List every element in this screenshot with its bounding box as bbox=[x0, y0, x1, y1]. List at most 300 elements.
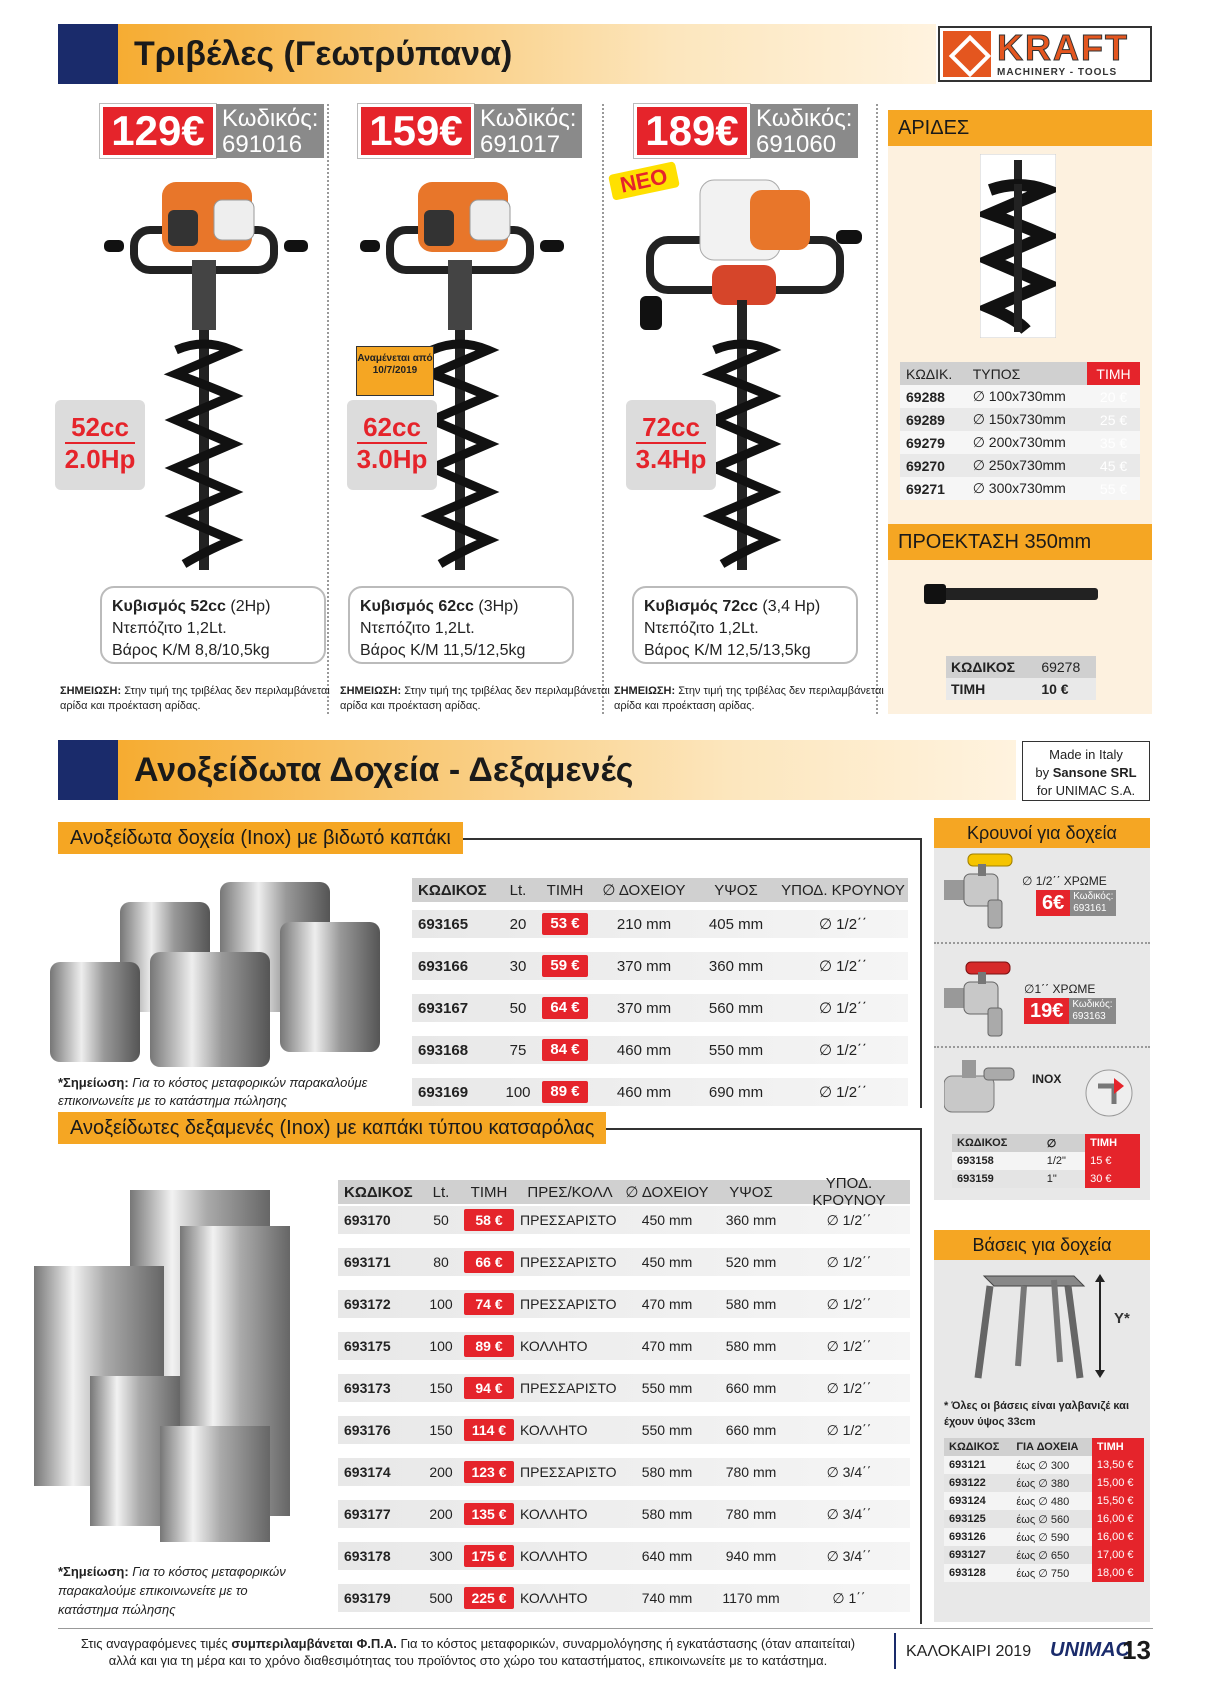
product-code: 691017 bbox=[480, 131, 561, 158]
table-row bbox=[338, 1332, 910, 1360]
product-code-label: Κωδικός: bbox=[480, 105, 577, 132]
spec-tank: Ντεπόζιτο 1,2Lt. bbox=[360, 620, 475, 637]
table-row bbox=[338, 1374, 910, 1402]
tanks-note bbox=[58, 1562, 308, 1619]
bits-col-price: ΤΙΜΗ bbox=[1087, 362, 1140, 385]
row-fits: έως ∅ 480 bbox=[1016, 1495, 1070, 1508]
row-liters: 150 bbox=[429, 1422, 453, 1438]
footer-text: Στις αναγραφόμενες τιμές bbox=[80, 1636, 232, 1651]
row-price: 16,00 € bbox=[1092, 1528, 1144, 1546]
row-tap-fitting: ∅ 1/2΄΄ bbox=[818, 958, 868, 975]
row-height: 660 mm bbox=[725, 1422, 777, 1438]
product-code-label: Κωδικός: bbox=[222, 105, 319, 132]
tap-price: 19€ bbox=[1024, 998, 1069, 1024]
row-code: 693165 bbox=[418, 915, 469, 933]
row-price: 17,00 € bbox=[1092, 1546, 1144, 1564]
inox-taps-table bbox=[952, 1134, 1140, 1188]
spec-power: (3Hp) bbox=[473, 598, 519, 615]
row-code: 693122 bbox=[949, 1477, 986, 1489]
price-value: 159€ bbox=[358, 104, 474, 158]
product-code-box bbox=[750, 104, 858, 158]
row-code: 693127 bbox=[949, 1549, 986, 1561]
row-price: 13,50 € bbox=[1092, 1456, 1144, 1474]
column-divider bbox=[602, 104, 604, 714]
made-in-line3: for UNIMAC S.A. bbox=[1036, 783, 1136, 798]
spec-weight: Βάρος Κ/Μ 11,5/12,5kg bbox=[360, 642, 526, 659]
header-accent-block bbox=[58, 24, 118, 84]
product-code-label: Κωδικός: bbox=[756, 105, 853, 132]
steel-containers-photo bbox=[40, 872, 390, 1072]
tap-label: ∅1΄΄ ΧΡΩΜΕ bbox=[1024, 982, 1096, 996]
column-divider bbox=[327, 104, 329, 714]
table-row bbox=[946, 678, 1096, 700]
row-fits: έως ∅ 380 bbox=[1016, 1477, 1070, 1490]
spec-weight: Βάρος Κ/Μ 8,8/10,5kg bbox=[112, 642, 270, 659]
tap-item bbox=[1024, 982, 1116, 1024]
row-diameter: 580 mm bbox=[641, 1506, 693, 1522]
footer-season: ΚΑΛΟΚΑΙΡΙ 2019 bbox=[906, 1643, 1032, 1660]
auger-note bbox=[614, 684, 884, 714]
bit-code: 69289 bbox=[900, 408, 967, 431]
footer-text: αλλά και για τη μέρα και το χρόνο διαθεσιμότητας του προϊόντος στο χώρο του καταστήματος, επικοινωνείτε με το κατάστημα. bbox=[108, 1653, 828, 1668]
engine-hp: 2.0Hp bbox=[64, 444, 136, 474]
tap-item bbox=[1022, 874, 1116, 916]
engine-cc: 52cc bbox=[71, 412, 129, 442]
col-diameter: ∅ ΔΟΧΕΙΟΥ bbox=[625, 1184, 709, 1201]
bit-code: 69288 bbox=[900, 385, 967, 408]
row-height: 360 mm bbox=[708, 957, 764, 975]
row-tap-fitting: ∅ 1/2΄΄ bbox=[818, 1042, 868, 1059]
row-height: 550 mm bbox=[708, 1041, 764, 1059]
bit-size: ∅ 200x730mm bbox=[967, 431, 1087, 454]
row-code: 693125 bbox=[949, 1513, 986, 1525]
row-height: 690 mm bbox=[708, 1083, 764, 1101]
price-value: 189€ bbox=[634, 104, 750, 158]
tap-label: ∅ 1/2΄΄ ΧΡΩΜΕ bbox=[1022, 874, 1107, 888]
earth-auger-photo bbox=[84, 170, 324, 590]
col-price: ΤΙΜΗ bbox=[1092, 1438, 1144, 1456]
engine-badge bbox=[347, 400, 437, 490]
auger-note bbox=[340, 684, 610, 714]
tap-detail-icon bbox=[1084, 1068, 1134, 1118]
tap-code: 693163 bbox=[1072, 1011, 1106, 1022]
spec-tank: Ντεπόζιτο 1,2Lt. bbox=[644, 620, 759, 637]
tap-label: INOX bbox=[1032, 1072, 1062, 1086]
kraft-logo-mark bbox=[943, 31, 991, 77]
table-header bbox=[952, 1134, 1140, 1152]
table-row bbox=[900, 385, 1140, 408]
row-price: 84 € bbox=[542, 1039, 588, 1061]
row-diameter: 210 mm bbox=[616, 915, 672, 933]
table-row bbox=[944, 1564, 1144, 1582]
steel-tanks-photo bbox=[30, 1186, 330, 1546]
row-price: 16,00 € bbox=[1092, 1510, 1144, 1528]
note-label: *Σημείωση: bbox=[58, 1075, 129, 1090]
subhead-rule bbox=[920, 1128, 922, 1624]
tanks-table bbox=[338, 1175, 910, 1612]
table-header bbox=[412, 878, 908, 902]
tanks-title: Ανοξείδωτες δεξαμενές (Inox) με καπάκι τύπου κατσαρόλας bbox=[58, 1112, 606, 1144]
auger-note bbox=[60, 684, 330, 714]
col-price: ΤΙΜΗ bbox=[1085, 1134, 1140, 1152]
bit-code: 69271 bbox=[900, 477, 967, 500]
row-price: 66 € bbox=[464, 1251, 514, 1273]
row-type: ΚΟΛΛΗΤΟ bbox=[520, 1590, 588, 1606]
row-code: 693176 bbox=[344, 1422, 391, 1438]
row-code: 693126 bbox=[949, 1531, 986, 1543]
table-row bbox=[338, 1458, 910, 1486]
inox-tap-photo bbox=[944, 1056, 1024, 1126]
tap-code-label: Κωδικός: bbox=[1073, 891, 1114, 902]
table-row bbox=[412, 1036, 908, 1064]
extension-rod-photo bbox=[924, 580, 1104, 610]
bits-table bbox=[900, 362, 1140, 500]
price-tag bbox=[634, 104, 858, 158]
row-price: 15 € bbox=[1085, 1152, 1140, 1170]
row-code: 693158 bbox=[957, 1155, 994, 1167]
row-height: 660 mm bbox=[725, 1380, 777, 1396]
table-row bbox=[944, 1456, 1144, 1474]
kraft-logo-name: KRAFT bbox=[997, 27, 1129, 68]
row-fits: έως ∅ 590 bbox=[1016, 1531, 1070, 1544]
row-height: 580 mm bbox=[725, 1296, 777, 1312]
row-diameter: 1/2" bbox=[1046, 1155, 1066, 1167]
table-row bbox=[944, 1528, 1144, 1546]
row-tap-fitting: ∅ 3/4΄΄ bbox=[826, 1463, 872, 1480]
row-code: 693124 bbox=[949, 1495, 986, 1507]
row-liters: 200 bbox=[429, 1506, 453, 1522]
row-price: 15,50 € bbox=[1092, 1492, 1144, 1510]
row-code: 693179 bbox=[344, 1590, 391, 1606]
containers-title: Ανοξείδωτα δοχεία (Inox) με βιδωτό καπάκι bbox=[58, 822, 463, 854]
section-title: Τριβέλες (Γεωτρύπανα) bbox=[134, 34, 513, 73]
bases-table bbox=[944, 1438, 1144, 1582]
table-row bbox=[952, 1152, 1140, 1170]
row-tap-fitting: ∅ 1/2΄΄ bbox=[826, 1211, 872, 1228]
product-code-box bbox=[474, 104, 582, 158]
footer-disclaimer bbox=[58, 1635, 878, 1669]
row-code: 693167 bbox=[418, 999, 469, 1017]
row-fits: έως ∅ 650 bbox=[1016, 1549, 1070, 1562]
made-in-line1: Made in Italy bbox=[1049, 747, 1123, 762]
row-type: ΠΡΕΣΣΑΡΙΣΤΟ bbox=[520, 1464, 617, 1480]
row-height: 360 mm bbox=[725, 1212, 777, 1228]
spec-displacement: Κυβισμός 72cc bbox=[644, 598, 758, 615]
table-row bbox=[412, 910, 908, 938]
row-diameter: 1" bbox=[1046, 1173, 1057, 1185]
col-tap-fitting: ΥΠΟΔ. ΚΡΟΥΝΟΥ bbox=[781, 881, 905, 899]
auger-bit-photo bbox=[980, 154, 1056, 338]
row-tap-fitting: ∅ 3/4΄΄ bbox=[826, 1505, 872, 1522]
row-diameter: 450 mm bbox=[641, 1254, 693, 1270]
row-code: 693168 bbox=[418, 1041, 469, 1059]
table-row bbox=[412, 1078, 908, 1106]
height-label: Y* bbox=[1114, 1310, 1130, 1327]
row-type: ΚΟΛΛΗΤΟ bbox=[520, 1548, 588, 1564]
row-height: 940 mm bbox=[725, 1548, 777, 1564]
col-height: ΥΨΟΣ bbox=[729, 1183, 773, 1201]
row-diameter: 460 mm bbox=[616, 1041, 672, 1059]
engine-cc: 72cc bbox=[642, 412, 700, 442]
note-text: Στην τιμή της τριβέλας δεν περιλαμβάνεται αρίδα και προέκταση αρίδας. bbox=[60, 685, 330, 712]
panel-divider bbox=[934, 1046, 1150, 1048]
spec-box bbox=[348, 586, 574, 664]
row-code: 693178 bbox=[344, 1548, 391, 1564]
row-type: ΠΡΕΣΣΑΡΙΣΤΟ bbox=[520, 1212, 617, 1228]
table-row bbox=[338, 1584, 910, 1612]
page-number: 13 bbox=[1122, 1635, 1151, 1665]
price-value: 129€ bbox=[100, 104, 216, 158]
made-in-label bbox=[1022, 741, 1150, 801]
table-row bbox=[412, 994, 908, 1022]
engine-cc: 62cc bbox=[363, 412, 421, 442]
spec-tank: Ντεπόζιτο 1,2Lt. bbox=[112, 620, 227, 637]
bit-size: ∅ 150x730mm bbox=[967, 408, 1087, 431]
spec-power: (3,4 Hp) bbox=[757, 598, 821, 615]
row-type: ΠΡΕΣΣΑΡΙΣΤΟ bbox=[520, 1254, 617, 1270]
bit-code: 69279 bbox=[900, 431, 967, 454]
row-height: 780 mm bbox=[725, 1506, 777, 1522]
table-row bbox=[944, 1510, 1144, 1528]
row-fits: έως ∅ 750 bbox=[1016, 1567, 1070, 1580]
panel-divider bbox=[934, 942, 1150, 944]
row-price: 175 € bbox=[464, 1545, 514, 1567]
row-code: 693169 bbox=[418, 1083, 469, 1101]
kraft-logo bbox=[938, 26, 1152, 82]
bits-title: ΑΡΙΔΕΣ bbox=[888, 110, 1152, 146]
row-price: 30 € bbox=[1085, 1170, 1140, 1188]
row-code: 693171 bbox=[344, 1254, 391, 1270]
row-liters: 20 bbox=[509, 915, 527, 933]
containers-note bbox=[58, 1074, 398, 1110]
availability-badge: Αναμένεται από 10/7/2019 bbox=[356, 346, 434, 396]
row-type: ΠΡΕΣΣΑΡΙΣΤΟ bbox=[520, 1296, 617, 1312]
row-diameter: 470 mm bbox=[641, 1338, 693, 1354]
engine-hp: 3.4Hp bbox=[635, 444, 707, 474]
row-liters: 50 bbox=[433, 1212, 449, 1228]
table-row bbox=[944, 1474, 1144, 1492]
kraft-logo-tagline: MACHINERY - TOOLS bbox=[997, 67, 1118, 78]
bit-price: 20 € bbox=[1087, 385, 1140, 408]
row-code: 693173 bbox=[344, 1380, 391, 1396]
bit-price: 25 € bbox=[1087, 408, 1140, 431]
footer-text: Για το κόστος μεταφορικών, συναρμολόγησης ή εγκατάστασης (όταν απαιτείται) bbox=[396, 1636, 856, 1651]
row-tap-fitting: ∅ 3/4΄΄ bbox=[826, 1547, 872, 1564]
bit-size: ∅ 300x730mm bbox=[967, 477, 1087, 500]
bit-code: 69270 bbox=[900, 454, 967, 477]
tap-code: 693161 bbox=[1073, 903, 1107, 914]
row-diameter: 550 mm bbox=[641, 1422, 693, 1438]
row-diameter: 460 mm bbox=[616, 1083, 672, 1101]
note-label: ΣΗΜΕΙΩΣΗ: bbox=[340, 685, 402, 697]
row-code: 693166 bbox=[418, 957, 469, 975]
col-code: ΚΩΔΙΚΟΣ bbox=[344, 1183, 413, 1201]
row-code: 693159 bbox=[957, 1173, 994, 1185]
col-price: ΤΙΜΗ bbox=[470, 1183, 508, 1201]
table-row bbox=[944, 1492, 1144, 1510]
bases-note: * Όλες οι βάσεις είναι γαλβανιζέ και έχουν ύψος 33cm bbox=[944, 1400, 1129, 1428]
taps-title: Κρουνοί για δοχεία bbox=[934, 818, 1150, 848]
col-code: ΚΩΔΙΚΟΣ bbox=[952, 1134, 1042, 1152]
note-text: Για το κόστος μεταφορικών παρακαλούμε επικοινωνείτε με το κατάστημα πώλησης bbox=[58, 1564, 286, 1617]
subhead-rule bbox=[920, 838, 922, 1108]
bits-col-type: ΤΥΠΟΣ bbox=[967, 362, 1087, 385]
col-diameter: ∅ ΔΟΧΕΙΟΥ bbox=[602, 882, 686, 899]
section-header-augers bbox=[58, 24, 936, 84]
col-tap-fitting: ΥΠΟΔ. ΚΡΟΥΝΟΥ bbox=[812, 1175, 886, 1209]
table-row bbox=[338, 1542, 910, 1570]
engine-hp: 3.0Hp bbox=[356, 444, 428, 474]
extension-code: 69278 bbox=[1041, 659, 1081, 675]
section-header-tanks bbox=[58, 740, 1016, 800]
note-text: Για το κόστος μεταφορικών παρακαλούμε επικοινωνείτε με το κατάστημα πώλησης bbox=[58, 1075, 368, 1108]
extension-table bbox=[946, 656, 1096, 700]
row-diameter: 580 mm bbox=[641, 1464, 693, 1480]
bits-col-code: ΚΩΔΙΚ. bbox=[900, 362, 967, 385]
row-diameter: 640 mm bbox=[641, 1548, 693, 1564]
row-price: 114 € bbox=[464, 1419, 514, 1441]
tap-item bbox=[1032, 1072, 1061, 1086]
bit-price: 55 € bbox=[1087, 477, 1140, 500]
col-liters: Lt. bbox=[432, 1183, 450, 1201]
row-height: 560 mm bbox=[708, 999, 764, 1017]
table-row bbox=[900, 454, 1140, 477]
row-code: 693172 bbox=[344, 1296, 391, 1312]
table-header bbox=[338, 1175, 910, 1209]
table-row bbox=[900, 477, 1140, 500]
row-liters: 100 bbox=[505, 1083, 531, 1101]
section-title: Ανοξείδωτα Δοχεία - Δεξαμενές bbox=[134, 750, 634, 789]
row-price: 74 € bbox=[464, 1293, 514, 1315]
col-code: ΚΩΔΙΚΟΣ bbox=[418, 881, 487, 899]
row-liters: 80 bbox=[433, 1254, 449, 1270]
col-price: ΤΙΜΗ bbox=[546, 881, 584, 899]
note-label: ΣΗΜΕΙΩΣΗ: bbox=[60, 685, 122, 697]
engine-badge bbox=[626, 400, 716, 490]
row-diameter: 370 mm bbox=[616, 957, 672, 975]
row-code: 693174 bbox=[344, 1464, 391, 1480]
row-type: ΚΟΛΛΗΤΟ bbox=[520, 1506, 588, 1522]
note-label: *Σημείωση: bbox=[58, 1564, 129, 1579]
row-liters: 100 bbox=[429, 1338, 453, 1354]
spec-box bbox=[100, 586, 326, 664]
row-tap-fitting: ∅ 1/2΄΄ bbox=[826, 1295, 872, 1312]
row-liters: 100 bbox=[429, 1296, 453, 1312]
row-liters: 300 bbox=[429, 1548, 453, 1564]
table-row bbox=[412, 952, 908, 980]
row-price: 59 € bbox=[542, 955, 588, 977]
row-code: 693121 bbox=[949, 1459, 986, 1471]
table-row bbox=[338, 1416, 910, 1444]
row-height: 1170 mm bbox=[722, 1590, 780, 1606]
tank-base-photo bbox=[964, 1266, 1114, 1386]
made-in-company: Sansone SRL bbox=[1052, 765, 1137, 780]
spec-box bbox=[632, 586, 858, 664]
row-price: 64 € bbox=[542, 997, 588, 1019]
row-code: 693177 bbox=[344, 1506, 391, 1522]
row-price: 225 € bbox=[464, 1587, 514, 1609]
made-in-by: by bbox=[1035, 765, 1053, 780]
extension-title: ΠΡΟΕΚΤΑΣΗ 350mm bbox=[888, 524, 1152, 560]
row-height: 520 mm bbox=[725, 1254, 777, 1270]
extension-price: 10 € bbox=[1041, 681, 1069, 697]
bases-title: Βάσεις για δοχεία bbox=[934, 1230, 1150, 1260]
price-tag bbox=[358, 104, 582, 158]
product-code-box bbox=[216, 104, 324, 158]
row-liters: 75 bbox=[509, 1041, 527, 1059]
row-code: 693175 bbox=[344, 1338, 391, 1354]
containers-table bbox=[412, 878, 908, 1106]
bit-size: ∅ 250x730mm bbox=[967, 454, 1087, 477]
earth-auger-photo bbox=[630, 170, 870, 590]
footer-divider bbox=[894, 1633, 896, 1669]
table-row bbox=[338, 1290, 910, 1318]
unimac-logo: UNIMAC bbox=[1050, 1639, 1130, 1661]
row-height: 580 mm bbox=[725, 1338, 777, 1354]
extension-price-label: ΤΙΜΗ bbox=[951, 681, 986, 697]
row-fits: έως ∅ 560 bbox=[1016, 1513, 1070, 1526]
row-tap-fitting: ∅ 1΄΄ bbox=[832, 1589, 866, 1606]
row-tap-fitting: ∅ 1/2΄΄ bbox=[818, 1000, 868, 1017]
row-price: 89 € bbox=[542, 1081, 588, 1103]
note-label: ΣΗΜΕΙΩΣΗ: bbox=[614, 685, 676, 697]
row-price: 53 € bbox=[542, 913, 588, 935]
row-code: 693170 bbox=[344, 1212, 391, 1228]
tap-price: 6€ bbox=[1036, 890, 1070, 916]
row-price: 15,00 € bbox=[1092, 1474, 1144, 1492]
row-price: 89 € bbox=[464, 1335, 514, 1357]
table-row bbox=[900, 408, 1140, 431]
product-code: 691016 bbox=[222, 131, 303, 158]
row-height: 780 mm bbox=[725, 1464, 777, 1480]
col-diameter: ∅ bbox=[1042, 1134, 1085, 1152]
row-price: 135 € bbox=[464, 1503, 514, 1525]
row-tap-fitting: ∅ 1/2΄΄ bbox=[826, 1337, 872, 1354]
table-row bbox=[944, 1546, 1144, 1564]
col-type: ΠΡΕΣ/ΚΟΛΛ bbox=[527, 1183, 613, 1201]
row-diameter: 550 mm bbox=[641, 1380, 693, 1396]
table-row bbox=[900, 431, 1140, 454]
price-tag bbox=[100, 104, 324, 158]
table-row bbox=[946, 656, 1096, 678]
table-row bbox=[338, 1206, 910, 1234]
row-price: 94 € bbox=[464, 1377, 514, 1399]
bit-price: 35 € bbox=[1087, 431, 1140, 454]
row-diameter: 470 mm bbox=[641, 1296, 693, 1312]
row-diameter: 450 mm bbox=[641, 1212, 693, 1228]
table-header bbox=[944, 1438, 1144, 1456]
note-text: Στην τιμή της τριβέλας δεν περιλαμβάνεται αρίδα και προέκταση αρίδας. bbox=[614, 685, 884, 712]
col-code: ΚΩΔΙΚΟΣ bbox=[944, 1438, 1011, 1456]
col-height: ΥΨΟΣ bbox=[714, 881, 758, 899]
row-tap-fitting: ∅ 1/2΄΄ bbox=[818, 1084, 868, 1101]
col-fits: ΓΙΑ ΔΟΧΕΙΑ bbox=[1011, 1438, 1092, 1456]
row-liters: 150 bbox=[429, 1380, 453, 1396]
page-footer bbox=[58, 1628, 1153, 1674]
tap-price-tag bbox=[1024, 998, 1116, 1024]
chrome-tap-photo bbox=[944, 850, 1014, 930]
row-tap-fitting: ∅ 1/2΄΄ bbox=[818, 916, 868, 933]
row-code: 693128 bbox=[949, 1567, 986, 1579]
table-row bbox=[338, 1248, 910, 1276]
row-liters: 200 bbox=[429, 1464, 453, 1480]
bit-size: ∅ 100x730mm bbox=[967, 385, 1087, 408]
tap-code-label: Κωδικός: bbox=[1072, 999, 1113, 1010]
header-accent-block bbox=[58, 740, 118, 800]
row-tap-fitting: ∅ 1/2΄΄ bbox=[826, 1421, 872, 1438]
spec-weight: Βάρος Κ/Μ 12,5/13,5kg bbox=[644, 642, 811, 659]
row-fits: έως ∅ 300 bbox=[1016, 1459, 1070, 1472]
